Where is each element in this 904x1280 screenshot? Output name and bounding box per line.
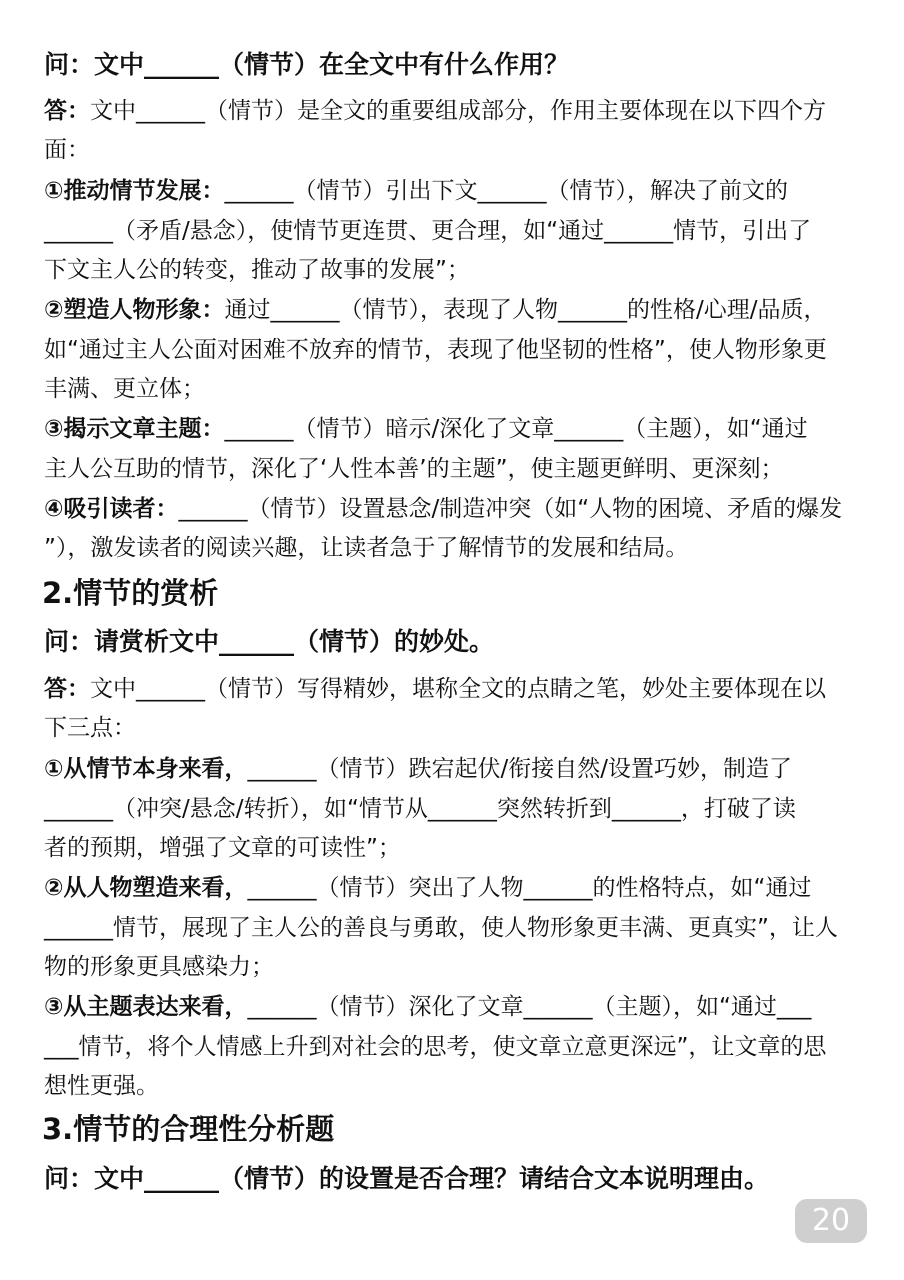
point-s2-3-line-1 xyxy=(44,992,811,1022)
point-2-line-3: 丰满、更立体； xyxy=(44,376,205,402)
point-label: ④吸引读者： xyxy=(44,496,179,522)
point-1-line-2: ______（矛盾/悬念），使情节更连贯、更合理，如“通过______情节，引出了 xyxy=(44,218,812,244)
point-s2-3-line-2: ___情节，将个人情感上升到对社会的思考，使文章立意更深远”，让文章的思 xyxy=(44,1034,827,1060)
section2-question: 问：请赏析文中______（情节）的妙处。 xyxy=(44,627,495,656)
point-label: ③从主题表达来看， xyxy=(44,994,248,1020)
point-text: ______（情节）突出了人物______的性格特点，如“通过 xyxy=(247,875,812,901)
point-text: ______（情节）引出下文______（情节），解决了前文的 xyxy=(224,178,788,204)
point-text: ______（情节）跌宕起伏/衔接自然/设置巧妙，制造了 xyxy=(247,756,792,782)
answer-text: 文中______（情节）是全文的重要组成部分，作用主要体现在以下四个方 xyxy=(90,98,826,124)
point-3-line-2: 主人公互助的情节，深化了‘人性本善’的主题”，使主题更鲜明、更深刻； xyxy=(44,456,784,482)
point-label: ②从人物塑造来看， xyxy=(44,875,248,901)
point-label: ②塑造人物形象： xyxy=(44,297,225,323)
point-s2-2-line-3: 物的形象更具感染力； xyxy=(44,954,274,980)
section3-question: 问：文中______（情节）的设置是否合理？请结合文本说明理由。 xyxy=(44,1164,770,1193)
section1-question: 问：文中______（情节）在全文中有什么作用？ xyxy=(44,50,570,79)
point-2-line-2: 如“通过主人公面对困难不放弃的情节，表现了他坚韧的性格”，使人物形象更 xyxy=(44,337,827,363)
section2-answer-line-1 xyxy=(44,674,826,704)
point-4-line-1 xyxy=(44,494,842,524)
point-s2-1-line-2: ______（冲突/悬念/转折），如“情节从______突然转折到______，打破了读 xyxy=(44,796,796,822)
point-text: ______（情节）暗示/深化了文章______（主题），如“通过 xyxy=(224,416,808,442)
point-text: ______（情节）设置悬念/制造冲突（如“人物的困境、矛盾的爆发 xyxy=(178,496,843,522)
point-4-line-2: ”），激发读者的阅读兴趣，让读者急于了解情节的发展和结局。 xyxy=(44,535,689,561)
point-2-line-1 xyxy=(44,295,826,325)
answer-text: 文中______（情节）写得精妙，堪称全文的点睛之笔，妙处主要体现在以 xyxy=(90,676,826,702)
point-s2-2-line-1 xyxy=(44,873,811,903)
section1-answer-line-2: 面： xyxy=(44,137,90,163)
point-text: 通过______（情节），表现了人物______的性格/心理/品质， xyxy=(224,297,827,323)
answer-label: 答： xyxy=(44,98,90,124)
point-1-line-1 xyxy=(44,176,788,206)
section2-answer-line-2: 下三点： xyxy=(44,715,136,741)
point-s2-2-line-2: ______情节，展现了主人公的善良与勇敢，使人物形象更丰满、更真实”，让人 xyxy=(44,915,838,941)
point-label: ③揭示文章主题： xyxy=(44,416,225,442)
point-text: ______（情节）深化了文章______（主题），如“通过___ xyxy=(247,994,812,1020)
point-s2-1-line-1 xyxy=(44,754,792,784)
page-number-badge: 20 xyxy=(795,1199,867,1243)
point-s2-3-line-3: 想性更强。 xyxy=(44,1073,159,1099)
section2-heading: 2.情节的赏析 xyxy=(42,576,219,610)
point-s2-1-line-3: 者的预期，增强了文章的可读性”； xyxy=(44,835,401,861)
point-label: ①推动情节发展： xyxy=(44,178,225,204)
answer-label: 答： xyxy=(44,676,90,702)
point-label: ①从情节本身来看， xyxy=(44,756,248,782)
point-3-line-1 xyxy=(44,414,808,444)
point-1-line-3: 下文主人公的转变，推动了故事的发展”； xyxy=(44,257,470,283)
section1-answer-line-1 xyxy=(44,96,826,126)
section3-heading: 3.情节的合理性分析题 xyxy=(42,1112,335,1146)
